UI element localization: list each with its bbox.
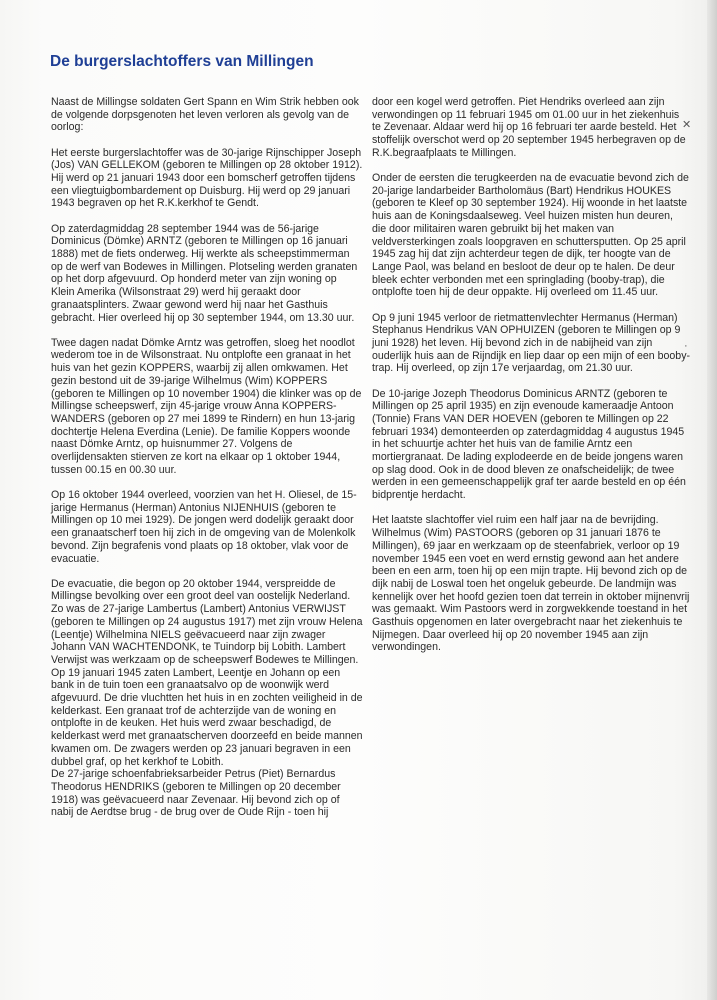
- paragraph: Op zaterdagmiddag 28 september 1944 was de 56-jarige Dominicus (Dömke) ARNTZ (geboren te Millingen op 16 januari 1888) met de fiets onderweg. Hij werkte als scheepstimmerman op de werf van Bodewes in Millingen. Plotseling werden granaten op het dorp afgevuurd. Op honderd meter van zijn woning op Klein Amerika (Wilsonstraat 29) werd hij geraakt door granaatsplinters. Zwaar gewond werd hij naar het Gasthuis gebracht. Hier overleed hij op 30 september 1944, om 13.30 uur.: [51, 222, 358, 324]
- paragraph: door een kogel werd getroffen. Piet Hendriks overleed aan zijn verwondingen op 11 februari 1945 om 01.00 uur in het ziekenhuis te Zevenaar. Aldaar werd hij op 16 februari ter aarde besteld. Het stoffelijk overschot werd op 20 september 1945 herbegraven op de R.K.begraafplaats te Millingen.: [372, 96, 686, 159]
- page-title: De burgerslachtoffers van Millingen: [50, 53, 314, 70]
- margin-mark: ✕: [682, 119, 692, 131]
- left-column: [51, 96, 363, 832]
- margin-mark: ·: [684, 340, 688, 352]
- paragraph: Op 16 oktober 1944 overleed, voorzien van het H. Oliesel, de 15-jarige Hermanus (Herman) Antonius NIJENHUIS (geboren te Millingen op 10 mei 1929). De jongen werd dodelijk geraakt door een granaatscherf toen hij zich in de omgeving van de Molenkolk bevond. Zijn begrafenis vond plaats op 18 oktober, vlak voor de evacuatie.: [51, 488, 357, 565]
- paragraph: De 10-jarige Jozeph Theodorus Dominicus ARNTZ (geboren te Millingen op 25 april 1935) en zijn evenoude kameraadje Antoon (Tonnie) Frans VAN DER HOEVEN (geboren te Millingen op 22 februari 1934) demonteerden op zaterdagmiddag 4 augustus 1945 in het schuurtje achter het huis van de familie Arntz een mortiergranaat. De lading explodeerde en de beide jongens waren op slag dood. Ook in de dood bleven ze onafscheidelijk; de twee werden in een gemeenschappelijk graf ter aarde besteld en op één bidprentje herdacht.: [372, 387, 686, 502]
- paragraph: Op 9 juni 1945 verloor de rietmattenvlechter Hermanus (Herman) Stephanus Hendrikus VAN OPHUIZEN (geboren te Millingen op 9 juni 1928) het leven. Hij bevond zich in de nabijheid van zijn ouderlijk huis aan de Rijndijk en liep daar op een mijn of een booby-trap. Hij overleed, op zijn 17e verjaardag, om 21.30 uur.: [372, 311, 691, 375]
- paragraph: Twee dagen nadat Dömke Arntz was getroffen, sloeg het noodlot wederom toe in de Wilsonstraat. Nu ontplofte een granaat in het huis van het gezin KOPPERS, waarbij zij allen omkwamen. Het gezin bestond uit de 39-jarige Wilhelmus (Wim) KOPPERS (geboren te Millingen op 10 november 1904) die klinker was op de Millingse scheepswerf, zijn 45-jarige vrouw Anna KOPPERS-WANDERS (geboren op 27 mei 1899 te Rindern) en hun 13-jarig dochtertje Helena Everdina (Lenie). De familie Koppers woonde naast Dömke Arntz, op huisnummer 27. Volgens de overlijdensakten stierven ze kort na elkaar op 1 oktober 1944, tussen 00.15 en 00.30 uur.: [51, 336, 362, 476]
- paragraph: Het eerste burgerslachtoffer was de 30-jarige Rijnschipper Joseph (Jos) VAN GELLEKOM (geboren te Millingen op 28 oktober 1912). Hij werd op 21 januari 1943 door een bomscherf getroffen tijdens een vliegtuigbombardement op Duisburg. Hij werd op 29 januari 1943 begraven op het R.K.kerkhof te Gendt.: [51, 146, 363, 210]
- paragraph: De 27-jarige schoenfabrieksarbeider Petrus (Piet) Bernardus Theodorus HENDRIKS (geboren te Millingen op 20 december 1918) was geëvacueerd naar Zevenaar. Hij bevond zich op of nabij de Aerdtse brug - de brug over de Oude Rijn - toen hij: [51, 768, 341, 819]
- paragraph: De evacuatie, die begon op 20 oktober 1944, verspreidde de Millingse bevolking over een groot deel van oostelijk Nederland. Zo was de 27-jarige Lambertus (Lambert) Antonius VERWIJST (geboren te Millingen op 24 augustus 1917) met zijn vrouw Helena (Leentje) Wilhelmina NIELS geëvacueerd naar zijn zwager Johann VAN WACHTENDONK, te Tuindorp bij Lobith. Lambert Verwijst was werkzaam op de scheepswerf Bodewes te Millingen. Op 19 januari 1945 zaten Lambert, Leentje en Johann op een bank in de tuin toen een granaatsalvo op de woonwijk werd afgevuurd. De drie vluchtten het huis in en zochten veiligheid in de kelderkast. Een granaat trof de achterzijde van de woning en ontplofte in de keuken. Het huis werd zwaar beschadigd, de kelderkast werd met granaatscherven doorzeefd en beide mannen kwamen om. De zwagers werden op 23 januari begraven in een dubbel graf, op het kerkhof te Lobith.: [51, 577, 363, 768]
- paragraph: Naast de Millingse soldaten Gert Spann en Wim Strik hebben ook de volgende dorpsgenoten het leven verloren als gevolg van de oorlog:: [51, 96, 359, 134]
- page-edge-shadow: [707, 0, 717, 1000]
- right-column: [372, 96, 690, 667]
- paragraph: Onder de eersten die terugkeerden na de evacuatie bevond zich de 20-jarige landarbeider Bartholomäus (Bart) Hendrikus HOUKES (geboren te Kleef op 30 september 1924). Hij woonde in het laatste huis aan de Koningsdaalseweg. Veel huizen misten hun deuren, die door militairen waren gebruikt bij het maken van veldversterkingen zoals loopgraven en schuttersputten. Op 25 april 1945 zag hij dat zijn achterdeur tegen de dijk, ter hoogte van de Lange Paol, was beland en besloot de deur op te halen. De deur bleek echter verbonden met een springlading (booby-trap), die ontplofte toen hij de deur oppakte. Hij overleed om 11.45 uur.: [372, 172, 689, 299]
- paragraph: Het laatste slachtoffer viel ruim een half jaar na de bevrijding. Wilhelmus (Wim) PASTOORS (geboren op 31 januari 1876 te Millingen), 69 jaar en werkzaam op de steenfabriek, verloor op 19 november 1945 een voet en werd ernstig gewond aan het andere been en een arm, toen hij op een mijn trapte. Hij bevond zich op de dijk nabij de Loswal toen het ongeluk gebeurde. De landmijn was kennelijk over het hoofd gezien toen dat terrein in oktober mijnenvrij was gemaakt. Wim Pastoors werd in zorgwekkende toestand in het Gasthuis opgenomen en later overgebracht naar het ziekenhuis te Nijmegen. Daar overleed hij op 20 november 1945 aan zijn verwondingen.: [372, 514, 690, 654]
